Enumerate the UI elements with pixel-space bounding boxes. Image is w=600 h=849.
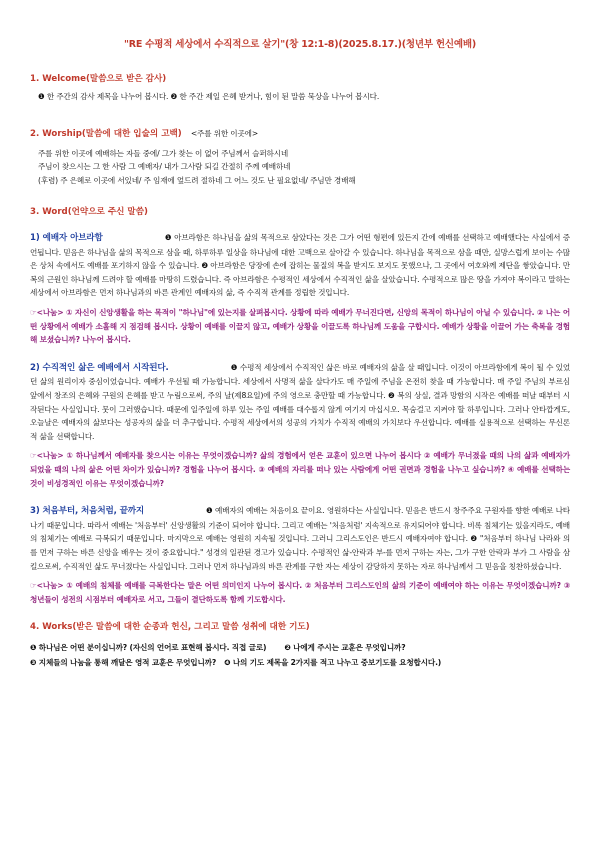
point-2-paragraph xyxy=(30,361,570,444)
works-question-2: ❷ 나에게 주시는 교훈은 무엇입니까? xyxy=(284,643,406,653)
works-question-4: ❹ 나의 기도 제목을 2가지를 적고 나누고 중보기도를 요청합시다.) xyxy=(224,658,442,668)
works-question-3: ❸ 지체들의 나눔을 통해 깨달은 영적 교훈은 무엇입니까? xyxy=(30,658,217,668)
point-3-paragraph xyxy=(30,504,570,573)
section-welcome-text: ❶ 한 주간의 감사 제목을 나누어 봅시다. ❷ 한 주간 제일 은혜 받거나, 힘이 된 말씀 묵상을 나누어 봅시다. xyxy=(38,92,380,101)
section-works-heading: 4. Works(받은 말씀에 대한 순종과 헌신, 그리고 말씀 성취에 대한 기도) xyxy=(30,622,310,633)
song-title: <주를 위한 이곳에> xyxy=(190,129,259,139)
section-worship-heading: 2. Worship(말씀에 대한 입술의 고백) xyxy=(30,129,182,140)
point-2-sharing: ☞<나눔> ① 하나님께서 예배자를 찾으시는 이유는 무엇이겠습니까? 삶의 경험에서 얻은 교훈이 있으면 나누어 봅시다 ② 예배가 무너졌을 때의 나의 삶과 예배자가 되었을 때의 나의 삶은 어떤 차이가 있습니까? 경험을 나누어 봅시다. ③ 예배의 자리를 떠나 있는 사람에게 어떤 권면과 경험을 나누고 싶습니까? ④ 예배를 선택하는 것이 비성경적인 이유는 무엇이겠습니까? xyxy=(30,451,570,488)
point-1-sharing: ☞<나눔> ① 자신이 신앙생활을 하는 목적이 "하나님"에 있는지를 살펴봅시다. 상황에 따라 예배가 무너진다면, 신앙의 목적이 하나님이 아닐 수 있습니다. ② 나는 어떤 상황에서 예배가 소홀해 지 점검해 봅시다. 상황이 예배를 이끌지 않고, 예배가 상황을 이끌도록 하나님께 도움을 구합시다. 예배가 상황을 이끌어 가는 축복을 경험해 보셨습니까? 나누어 봅시다. xyxy=(30,308,570,345)
works-row-1 xyxy=(30,640,570,655)
section-welcome-heading: 1. Welcome(말씀으로 받은 감사) xyxy=(30,74,167,84)
point-3-sharing: ☞<나눔> ① 예배의 침체를 예배를 극복한다는 말은 어떤 의미인지 나누어 봅시다. ② 처음부터 그리스도인의 삶의 기준이 예배여야 하는 이유는 무엇이겠습니까? ③ 청년들이 성전의 시점부터 예배자로 서고, 그들이 결단하도록 함께 기도합시다. xyxy=(30,581,570,604)
point-2-text: ❶ 수평적 세상에서 수직적인 삶은 바로 예배자의 삶을 살 때입니다. 이것이 아브라함에게 복이 될 수 있었던 삶의 원리이자 중심이었습니다. 예배가 우선될 때 가능합니다. 세상에서 사명적 삶을 살다가도 매 주일에 주님을 온전히 찾을 때 가능합니다. 매 주일 주님의 부르심 앞에서 창조의 은혜와 구원의 은혜를 받고 누림으로써, 주의 날(제8요일)에 주의 영으로 충만할 때 가능합니다. ❷ 복의 상실, 결과 망함의 시작은 예배를 떠날 때부터 시작된다는 사실입니다. 뭇이 그러했습니다. 때문에 일주일에 하루 있는 주일 예배를 대수롭지 않게 여기지 마십시오. 목숨걸고 지켜야 할 하루입니다. 그러나 안타깝게도, 오늘날은 예배자의 삶보다는 성공자의 삶을 더 추구합니다. 수평적 세상에서의 성공의 가치가 수직적 예배의 가치보다 우선합니다. 예배를 실용적으로 선택하는 무신론적 삶을 선택합니다. xyxy=(30,362,570,441)
point-3-heading: 3) 처음부터, 처음처럼, 끝까지 xyxy=(30,506,145,517)
works-question-1: ❶ 하나님은 어떤 분이십니까? (자신의 언어로 표현해 봅시다. 직접 글로) xyxy=(30,643,267,653)
point-1-paragraph xyxy=(30,231,570,300)
lyric-line: 주를 위한 이곳에 예배하는 자들 중에/ 그가 찾는 이 없어 주님께서 슬퍼하시네 xyxy=(38,148,289,158)
point-1-heading: 1) 예배자 아브라함 xyxy=(30,233,103,244)
lyric-line: (후렴) 주 은혜로 이곳에 서있네/ 주 임재에 엎드려 절하네 그 어느 것도 난 필요없네/ 주님만 경배해 xyxy=(38,175,356,185)
point-3-text: ❶ 예배자의 예배는 처음이요 끝이요. 영원하다는 사실입니다. 믿음은 반드시 창주주요 구원자를 향한 예배로 나타나기 때문입니다. 따라서 예배는 '처음부터' 신앙생활의 기준이 되어야 합니다. 그리고 예배는 '처음처럼' 지속적으로 유지되어야 합니다. 비록 침체기는 있을지라도, 예배의 침체기는 예배로 극복되기 때문입니다. 마지막으로 예배는 영원히 지속될 것입니다. 그러니 그리스도인은 반드시 예배자여야 합니다. ❷ "처음부터 하나님 나라와 의를 먼저 구하는 바른 신앙을 배우는 것이 중요합니다." 성경의 일관된 경고가 있습니다. 수평적인 삶-안락과 부-를 먼저 구하는 자는, 그가 구한 안락과 부가 그 사람을 삼킬으로써, 수직적인 삶도 무너졌다는 사실입니다. 그러나 먼저 하나님과의 바른 관계를 구한 자는 세상이 감당하지 못하는 자로 하나님께서 그 믿음을 칭찬하셨습니다. xyxy=(30,506,570,571)
lyric-line: 주님이 찾으시는 그 한 사람 그 예배자/ 내가 그사람 되길 간절히 주께 예배하네 xyxy=(38,162,291,172)
point-1-text: ❶ 아브라함은 하나님을 삶의 목적으로 삼았다는 것은 그가 어떤 형편에 있든지 간에 예배를 선택하고 예배했다는 사실에서 증언됩니다. 믿음은 하나님을 삶의 목적으로 삼을 때, 하루하루 일상을 하나님에 대한 고백으로 살아갈 수 있습니다. 하나님을 목적으로 삼을 때만, 실망스럽게 보이는 수많은 상처 속에서도 예배를 포기하지 않을 수 있습니다. ❷ 아브라함은 당장에 손에 잡히는 물질의 복을 받지도 보지도 못했으나, 그 곳에서 여호와께 제단을 쌓았습니다. 만복의 근원인 하나님께 드려야 할 예배를 마땅히 드렸습니다. 즉 아브라함은 수평적인 세상에서 수직적인 삶을 살았습니다. 수평적으로 많은 땅을 가져야 복이라고 말하는 세상에서 아브라함은 먼저 하나님과의 바른 관계인 예배자의 삶, 즉 수직적 관계를 정립한 것입니다. xyxy=(30,233,570,298)
page-title: "RE 수평적 세상에서 수직적으로 살기"(창 12:1-8)(2025.8.17.)(청년부 헌신예배) xyxy=(124,39,476,50)
point-2-heading: 2) 수직적인 삶은 예배에서 시작된다. xyxy=(30,362,169,373)
song-lyrics xyxy=(30,147,570,187)
section-worship-heading-row xyxy=(30,121,570,140)
section-word-heading: 3. Word(언약으로 주신 말씀) xyxy=(30,207,148,218)
works-row-2 xyxy=(30,655,570,670)
works-questions xyxy=(30,640,570,670)
